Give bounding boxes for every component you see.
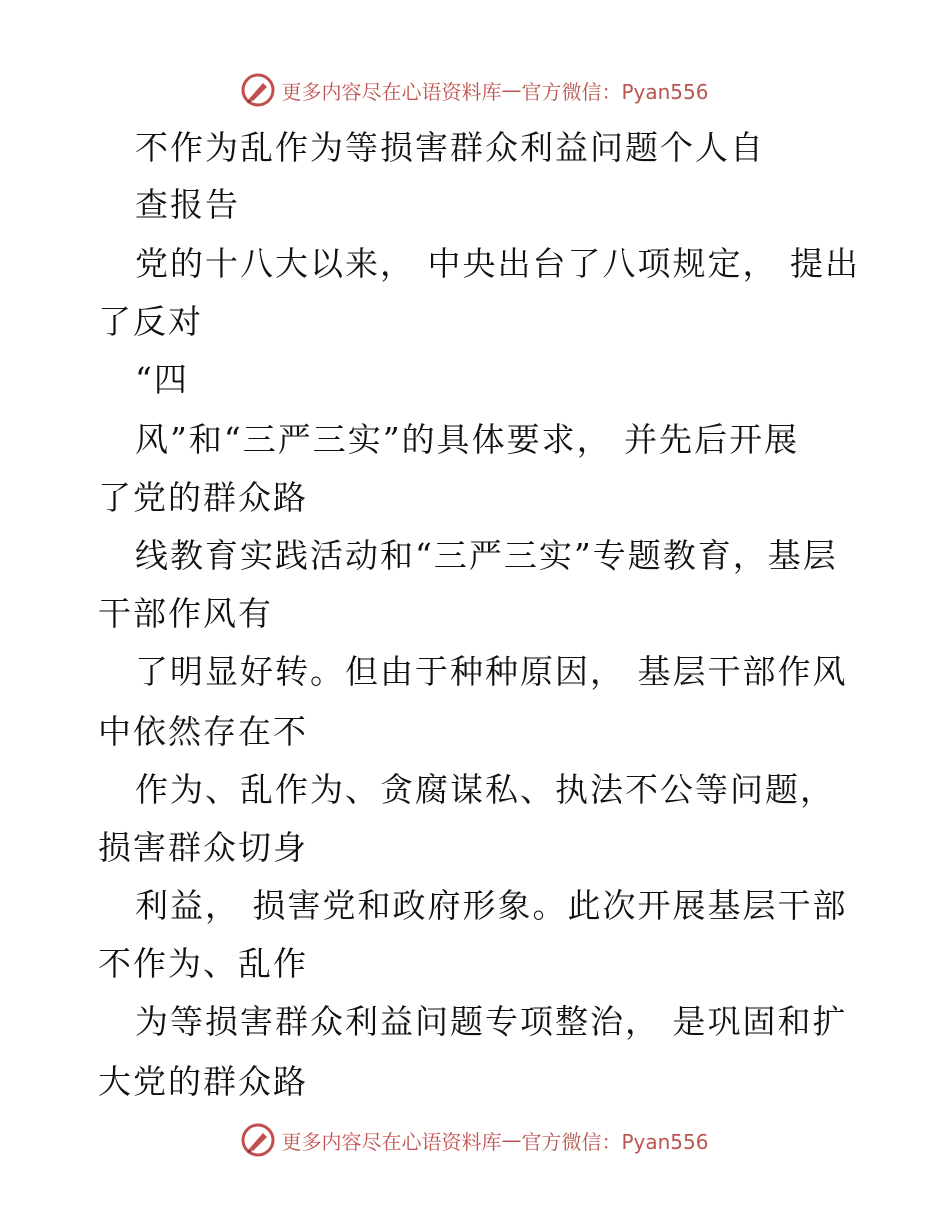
doc-line: 为等损害群众利益问题专项整治， 是巩固和扩: [135, 1002, 848, 1041]
doc-line: 利益， 损害党和政府形象。此次开展基层干部: [135, 886, 848, 925]
doc-line: 不作为乱作为等损害群众利益问题个人自: [135, 128, 765, 167]
doc-line: 了党的群众路: [98, 478, 308, 517]
doc-line: 了反对: [98, 302, 203, 341]
doc-line: 线教育实践活动和“三严三实”专题教育，基层: [135, 536, 838, 575]
banner-main-text: 更多内容尽在心语资料库: [281, 79, 502, 104]
doc-line: 作为、乱作为、贪腐谋私、执法不公等问题，: [135, 770, 835, 809]
doc-line: 了明显好转。但由于种种原因， 基层干部作风: [135, 652, 848, 691]
doc-line: 大党的群众路: [98, 1062, 308, 1101]
banner-wechat-text: 官方微信：Pyan556: [521, 1129, 709, 1154]
doc-line: 干部作风有: [98, 594, 273, 633]
doc-line: 损害群众切身: [98, 828, 308, 867]
doc-line: 风”和“三严三实”的具体要求， 并先后开展: [135, 420, 800, 459]
pen-logo-icon: [241, 1123, 275, 1157]
banner-wechat-text: 官方微信：Pyan556: [521, 79, 709, 104]
doc-line: 中依然存在不: [98, 712, 308, 751]
footer-banner: [0, 1120, 950, 1160]
banner-main-text: 更多内容尽在心语资料库: [281, 1129, 502, 1154]
doc-line: 查报告: [135, 185, 240, 224]
doc-line: 党的十八大以来， 中央出台了八项规定， 提出: [135, 244, 860, 283]
doc-line: 不作为、乱作: [98, 944, 308, 983]
banner-dash: —: [501, 78, 522, 102]
banner-dash: —: [501, 1128, 522, 1152]
doc-line: “四: [135, 360, 189, 399]
